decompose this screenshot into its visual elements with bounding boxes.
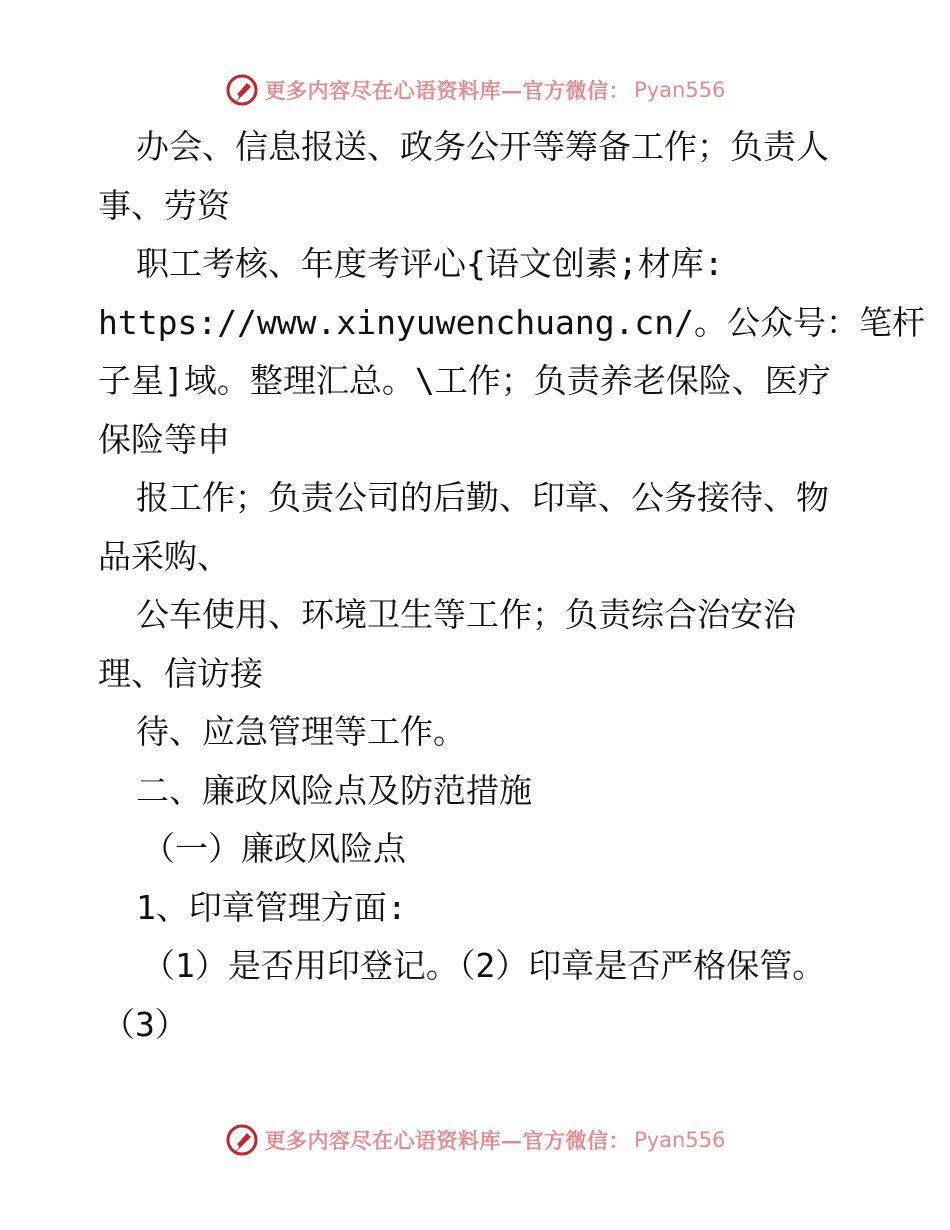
text-line: 报工作；负责公司的后勤、印章、公务接待、物 [136,478,829,517]
text-line: 品采购、 [98,536,230,576]
pen-logo-icon [225,73,259,107]
text-line: 待、应急管理等工作。 [136,712,466,751]
text-line: 理、信访接 [98,653,263,693]
text-line: 子星]域。整理汇总。\工作；负责养老保险、医疗 [98,361,831,400]
banner-text: 更多内容尽在心语资料库—官方微信： [264,78,631,103]
header-banner [0,70,950,110]
text-line: 职工考核、年度考评心{语文创素;材库: [136,244,724,283]
text-line: https://www.xinyuwenchuang.cn/。公众号：笔杆 [98,302,926,342]
banner-wechat-id: Pyan556 [634,1128,726,1152]
text-line: 公车使用、环境卫生等工作；负责综合治安治 [136,595,796,634]
text-line: 保险等申 [98,419,230,459]
footer-banner [0,1120,950,1160]
section-heading: 二、廉政风险点及防范措施 [136,770,532,810]
document-body [98,118,926,1054]
text-line: 事、劳资 [98,185,230,225]
subsection-heading: （一）廉政风险点 [142,829,406,868]
banner-wechat-id: Pyan556 [634,78,726,102]
text-line: 1、印章管理方面: [136,887,407,927]
banner-text: 更多内容尽在心语资料库—官方微信： [264,1128,631,1153]
text-line: （1）是否用印登记。（2）印章是否严格保管。 [142,946,826,985]
text-line: （3） [102,1004,188,1044]
pen-logo-icon [225,1123,259,1157]
text-line: 办会、信息报送、政务公开等筹备工作；负责人 [136,127,829,166]
